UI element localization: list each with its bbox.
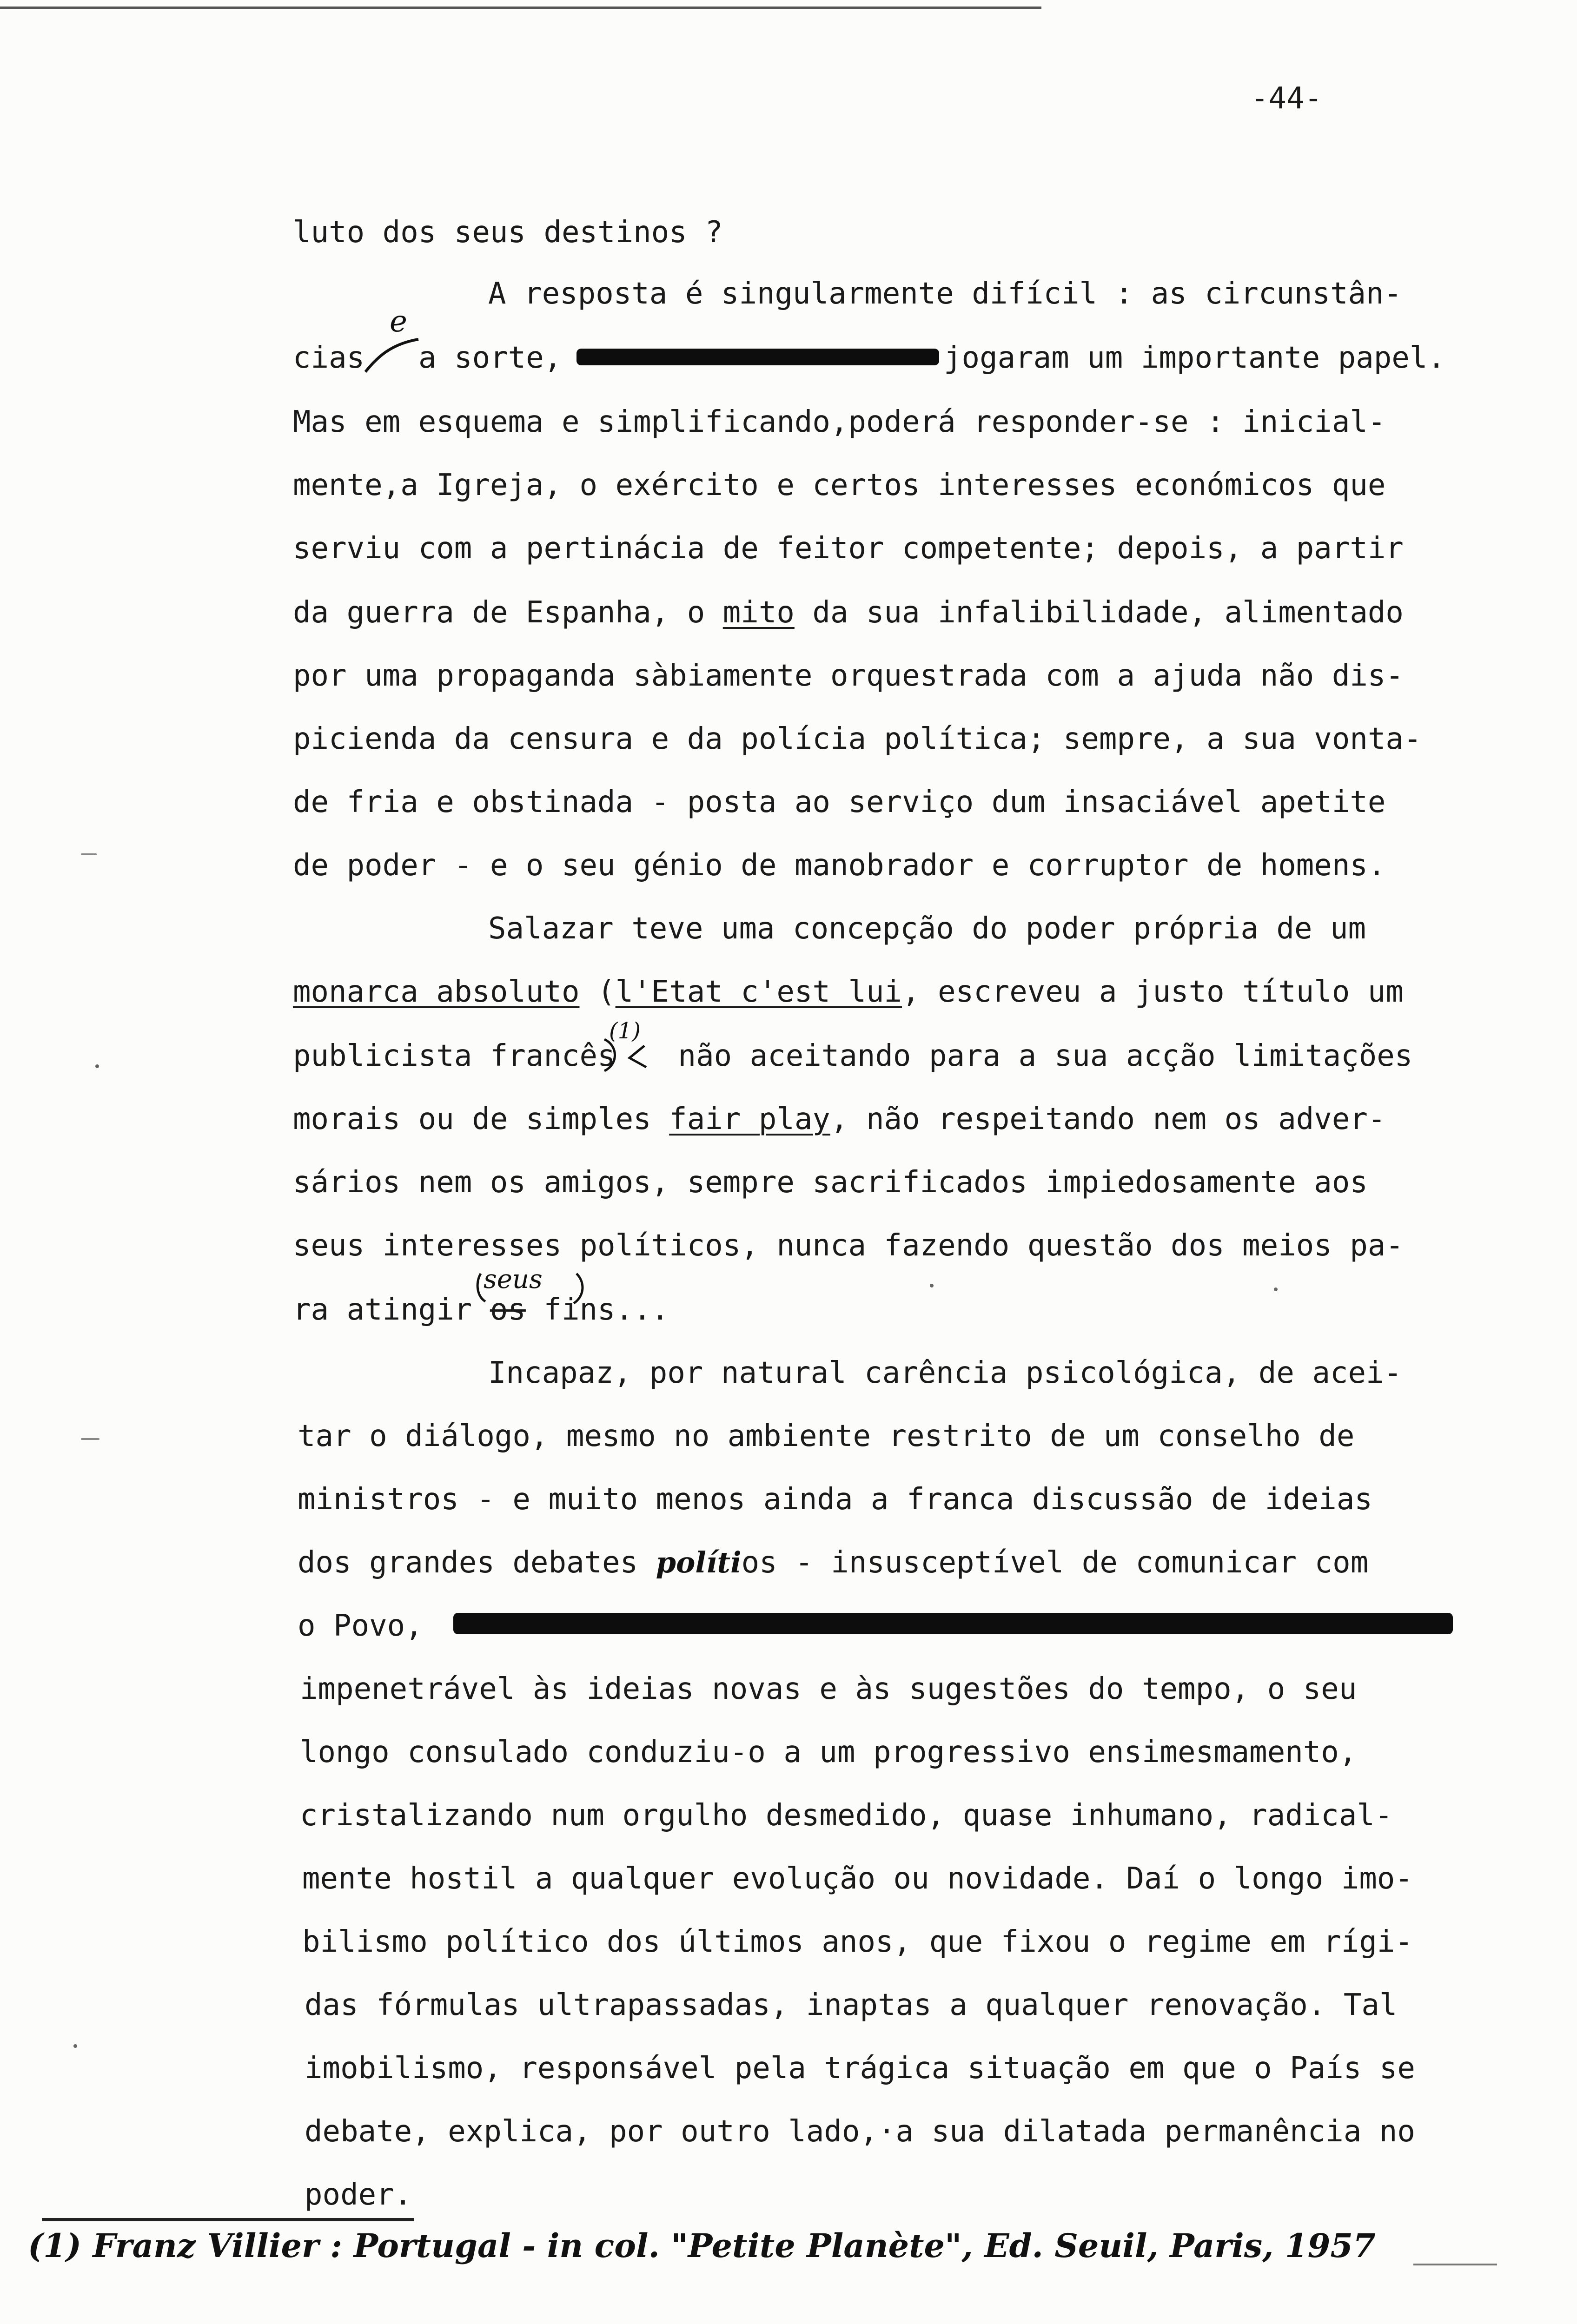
underlined-phrase: fair play [669, 1102, 830, 1136]
text-line: Salazar teve uma concepção do poder própria de um [488, 911, 1366, 946]
underlined-word: mito [722, 595, 795, 630]
text-line: a sorte, [418, 341, 562, 375]
scan-speck [930, 1284, 934, 1287]
handwritten-insertion: e [390, 304, 407, 339]
redaction-bar [453, 1613, 1453, 1634]
scan-speck [73, 2044, 77, 2048]
insertion-caret [363, 325, 428, 376]
text-line: cristalizando num orgulho desmedido, quase inhumano, radical- [300, 1798, 1393, 1833]
footnote-marker: (1) [609, 1018, 641, 1044]
text-line: serviu com a pertinácia de feitor competente; depois, a partir [293, 531, 1404, 566]
text-line: ministros - e muito menos ainda a franca discussão de ideias [298, 1482, 1372, 1517]
text-line: mente hostil a qualquer evolução ou novidade. Daí o longo imo- [302, 1862, 1413, 1896]
underlined-phrase: monarca absoluto [293, 975, 580, 1009]
text-line: tar o diálogo, mesmo no ambiente restrito de um conselho de [298, 1419, 1355, 1453]
text-line: picienda da censura e da polícia política; sempre, a sua vonta- [293, 722, 1422, 756]
text-line: jogaram um importante papel. [944, 341, 1445, 375]
handwritten-insertion: seus [484, 1264, 543, 1294]
text-line: por uma propaganda sàbiamente orquestrada com a ajuda não dis- [293, 659, 1404, 693]
text-line: seus interesses políticos, nunca fazendo questão dos meios pa- [293, 1228, 1404, 1263]
insertion-caret [600, 1037, 651, 1074]
text-line: longo consulado conduziu-o a um progressivo ensimesmamento, [300, 1735, 1357, 1769]
text-line: o Povo, [298, 1609, 423, 1643]
text-line: luto dos seus destinos ? [293, 215, 723, 250]
text-line: Mas em esquema e simplificando,poderá responder-se : inicial- [293, 405, 1386, 439]
text-line: sários nem os amigos, sempre sacrificados impiedosamente aos [293, 1165, 1368, 1200]
top-edge-line [0, 7, 1041, 9]
scan-speck [95, 1064, 99, 1068]
text-line: publicista francês [293, 1039, 616, 1073]
text-line: morais ou de simples fair play, não respeitando nem os adver- [293, 1102, 1386, 1136]
text-line: poder. [305, 2178, 412, 2212]
redaction-bar [576, 349, 939, 365]
text-line: de fria e obstinada - posta ao serviço dum insaciável apetite [293, 785, 1386, 819]
scan-speck [81, 1438, 99, 1440]
text-line: bilismo político dos últimos anos, que fixou o regime em rígi- [302, 1925, 1413, 1959]
text-line: dos grandes debates polítios - insusceptível de comunicar com [298, 1545, 1369, 1580]
handwritten-correction: políti [656, 1545, 742, 1579]
text-line: cias [293, 341, 365, 375]
text-line: Incapaz, por natural carência psicológica, de acei- [488, 1356, 1402, 1390]
text-line: impenetrável às ideias novas e às sugestões do tempo, o seu [300, 1672, 1357, 1706]
text-line: da guerra de Espanha, o mito da sua infalibilidade, alimentado [293, 595, 1404, 630]
footnote-separator [42, 2218, 414, 2221]
underlined-phrase: l'Etat c'est lui [615, 975, 902, 1009]
handwritten-footnote: (1) Franz Villier : Portugal - in col. "Petite Planète", Ed. Seuil, Paris, 1957 [28, 2226, 1376, 2265]
scan-speck [1274, 1287, 1278, 1291]
text-line: ra atingir os fins... [293, 1293, 669, 1327]
text-line: A resposta é singularmente difícil : as circunstân- [488, 277, 1402, 311]
scan-speck [81, 853, 97, 855]
text-line: monarca absoluto (l'Etat c'est lui, escreveu a justo título um [293, 975, 1404, 1009]
text-line: não aceitando para a sua acção limitações [660, 1039, 1413, 1073]
page-number: -44- [1251, 81, 1323, 116]
text-line: mente,a Igreja, o exército e certos interesses económicos que [293, 468, 1386, 502]
text-line: imobilismo, responsável pela trágica situação em que o País se [305, 2051, 1415, 2086]
struck-word: os [490, 1293, 526, 1327]
text-line: debate, explica, por outro lado,·a sua dilatada permanência no [305, 2114, 1415, 2149]
text-line: das fórmulas ultrapassadas, inaptas a qualquer renovação. Tal [305, 1988, 1398, 2022]
footnote-end-dash [1413, 2264, 1497, 2265]
text-line: de poder - e o seu génio de manobrador e corruptor de homens. [293, 848, 1386, 883]
